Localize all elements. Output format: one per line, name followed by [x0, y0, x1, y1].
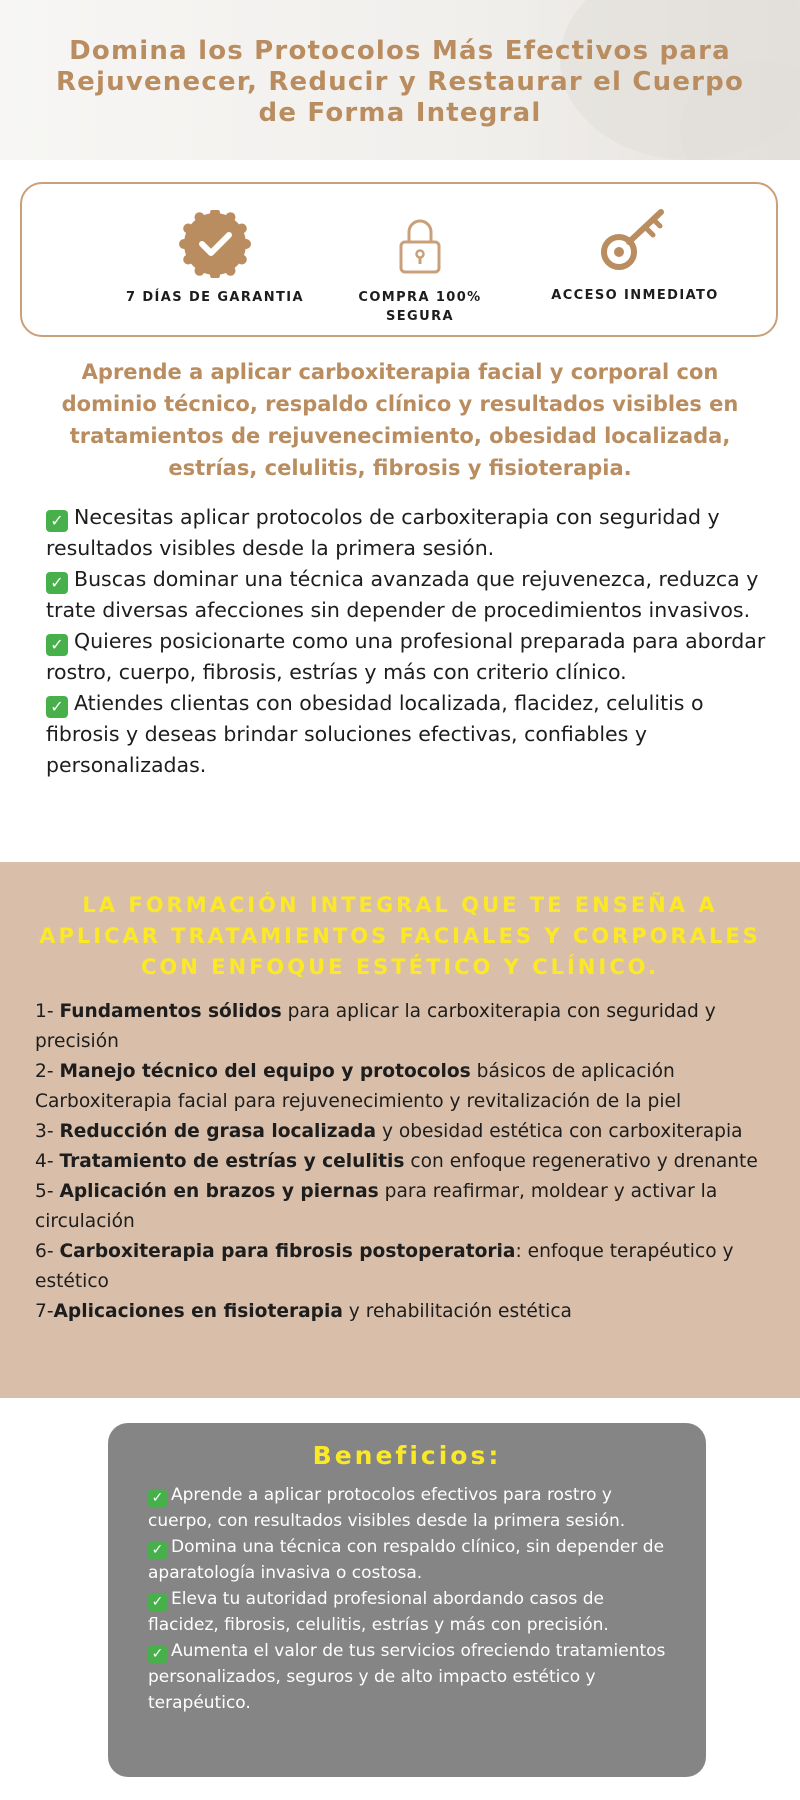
trust-badges-box: [20, 182, 778, 337]
list-item: 2- Manejo técnico del equipo y protocolos básicos de aplicación: [35, 1061, 675, 1082]
key-icon: [595, 208, 675, 276]
list-item: ✓ Atiendes clientas con obesidad localizada, flacidez, celulitis o fibrosis y deseas brindar soluciones efectivas, confiables y personalizadas.: [46, 691, 704, 777]
benefits-card: [108, 1423, 706, 1777]
checkmark-icon: ✓: [148, 1593, 167, 1612]
checkmark-icon: ✓: [148, 1645, 167, 1664]
formation-title: LA FORMACIÓN INTEGRAL QUE TE ENSEÑA A APLICAR TRATAMIENTOS FACIALES Y CORPORALES CON ENFOQUE ESTÉTICO Y CLÍNICO.: [39, 893, 761, 979]
checkmark-icon: ✓: [46, 572, 68, 594]
list-item: ✓ Domina una técnica con respaldo clínico, sin depender de aparatología invasiva o costosa.: [148, 1537, 665, 1583]
badge-immediate-access-label: ACCESO INMEDIATO: [551, 288, 719, 303]
checkmark-seal-icon: [175, 210, 255, 278]
badge-guarantee-label: 7 DÍAS DE GARANTIA: [126, 290, 304, 305]
formation-section: [0, 862, 800, 1398]
list-item: 3- Reducción de grasa localizada y obesidad estética con carboxiterapia: [35, 1121, 743, 1142]
checkmark-icon: ✓: [46, 510, 68, 532]
list-item: ✓ Aumenta el valor de tus servicios ofreciendo tratamientos personalizados, seguros y de alto impacto estético y terapéutico.: [148, 1641, 666, 1713]
list-item: ✓ Necesitas aplicar protocolos de carboxiterapia con seguridad y resultados visibles desde la primera sesión.: [46, 505, 720, 560]
badge-secure-purchase: [325, 210, 515, 326]
checkmark-icon: ✓: [148, 1541, 167, 1560]
benefits-title: Beneficios:: [312, 1441, 502, 1470]
benefits-list: [148, 1482, 678, 1716]
modules-list: [35, 997, 785, 1327]
list-item: ✓ Buscas dominar una técnica avanzada que rejuvenezca, reduzca y trate diversas afecciones sin depender de procedimientos invasivos.: [46, 567, 759, 622]
padlock-icon: [380, 210, 460, 278]
checkmark-icon: ✓: [46, 696, 68, 718]
list-item: Carboxiterapia facial para rejuvenecimiento y revitalización de la piel: [35, 1091, 682, 1112]
list-item: 5- Aplicación en brazos y piernas para reafirmar, moldear y activar la circulación: [35, 1181, 718, 1232]
list-item: 1- Fundamentos sólidos para aplicar la carboxiterapia con seguridad y precisión: [35, 1001, 716, 1052]
audience-checklist: [46, 502, 776, 781]
hero-title: Domina los Protocolos Más Efectivos para Rejuvenecer, Reducir y Restaurar el Cuerpo de Forma Integral: [55, 36, 745, 128]
list-item: ✓ Aprende a aplicar protocolos efectivos para rostro y cuerpo, con resultados visibles desde la primera sesión.: [148, 1485, 626, 1531]
list-item: 4- Tratamiento de estrías y celulitis con enfoque regenerativo y drenante: [35, 1151, 758, 1172]
badge-guarantee: [120, 210, 310, 307]
checkmark-icon: ✓: [148, 1489, 167, 1508]
badge-immediate-access: [540, 208, 730, 305]
list-item: 6- Carboxiterapia para fibrosis postoperatoria: enfoque terapéutico y estético: [35, 1241, 734, 1292]
checkmark-icon: ✓: [46, 634, 68, 656]
course-subtitle: Aprende a aplicar carboxiterapia facial y corporal con dominio técnico, respaldo clínico y resultados visibles en tratamientos de rejuvenecimiento, obesidad localizada, estrías, celulitis, fibrosis y fisioterapia.: [61, 360, 739, 480]
badge-secure-purchase-label: COMPRA 100% SEGURA: [358, 290, 482, 324]
list-item: ✓ Eleva tu autoridad profesional abordando casos de flacidez, fibrosis, celulitis, estrías y más con precisión.: [148, 1589, 609, 1635]
hero-banner: [0, 0, 800, 160]
list-item: 7-Aplicaciones en fisioterapia y rehabilitación estética: [35, 1301, 572, 1322]
list-item: ✓ Quieres posicionarte como una profesional preparada para abordar rostro, cuerpo, fibrosis, estrías y más con criterio clínico.: [46, 629, 766, 684]
